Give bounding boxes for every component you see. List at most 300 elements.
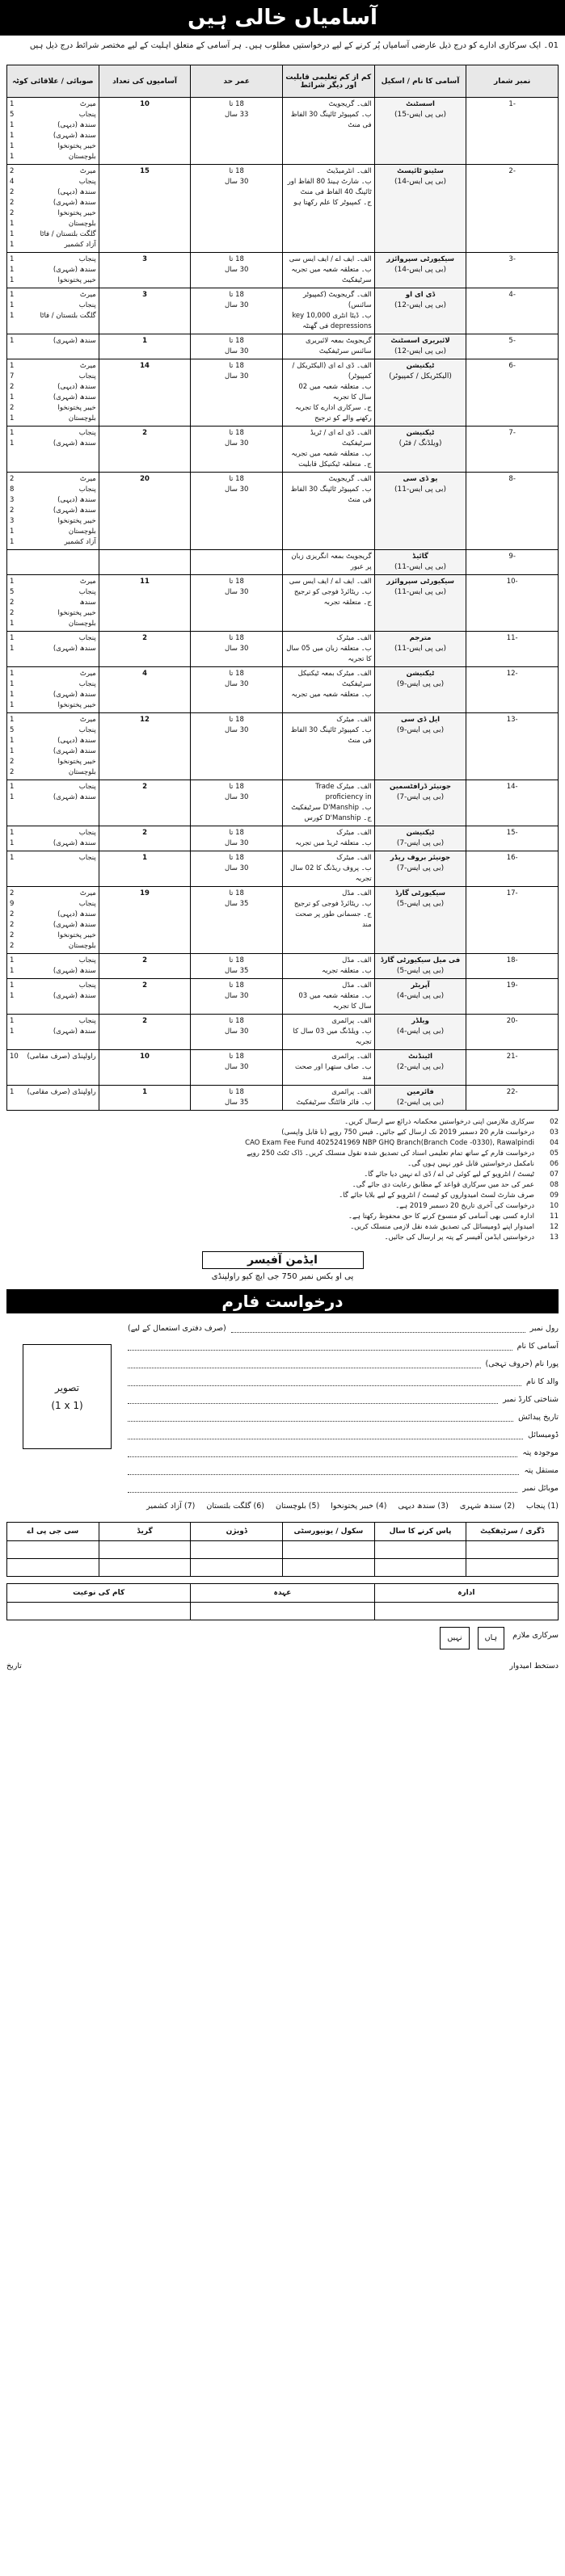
qualification-line: ب۔ پروف ریڈنگ کا 02 سال تجربہ — [289, 864, 372, 883]
quota-region: سندھ (شہری) — [53, 506, 96, 515]
age-line: 18 تا — [229, 783, 244, 791]
quota-count: 1 — [10, 230, 15, 238]
job-quota — [7, 359, 99, 427]
quota-line — [10, 910, 96, 920]
quota-count: 1 — [10, 981, 15, 990]
service-yes-checkbox[interactable]: ہاں — [478, 1627, 504, 1649]
quota-line — [10, 290, 96, 300]
job-qualification — [283, 473, 375, 550]
quota-count: 1 — [10, 747, 15, 755]
job-age-limit — [191, 1086, 283, 1111]
job-qualification — [283, 1050, 375, 1086]
job-post-scale: (بی پی ایس-4) — [396, 1027, 445, 1036]
quota-region: سندھ (شہری) — [53, 199, 96, 207]
job-quota — [7, 288, 99, 334]
signature-label: دستخط امیدوار — [509, 1662, 559, 1670]
quota-line — [10, 393, 96, 403]
quota-region: پنجاب — [78, 981, 96, 990]
form-field-input[interactable] — [128, 1462, 519, 1475]
job-post-name — [374, 780, 466, 826]
job-post-name — [374, 165, 466, 253]
note-text: ادارہ کسی بھی آسامی کو منسوخ کرنے کا حق محفوظ رکھتا ہے۔ — [348, 1212, 534, 1221]
qualification-line: الف۔ انٹرمیڈیٹ — [326, 167, 372, 175]
notes-section — [6, 1117, 559, 1243]
job-quota — [7, 826, 99, 851]
note-line — [6, 1201, 559, 1212]
job-post-name — [374, 713, 466, 780]
quota-region: سندھ — [79, 599, 96, 607]
quota-line — [10, 516, 96, 527]
quota-count: 2 — [10, 199, 15, 207]
age-line: 30 سال — [224, 347, 249, 355]
table-header-cell: ڈویژن — [191, 1523, 283, 1541]
qualification-line: الف۔ پرائمری — [331, 1017, 372, 1025]
job-qualification — [283, 575, 375, 632]
domicile-option[interactable]: (3) سندھ دیہی — [398, 1502, 449, 1511]
form-field-input[interactable] — [128, 1373, 521, 1386]
job-quota — [7, 334, 99, 359]
job-row — [7, 427, 559, 473]
quota-count: 1 — [10, 312, 15, 320]
quota-count: 1 — [10, 121, 15, 129]
job-post-name — [374, 1015, 466, 1050]
age-line: 18 تا — [229, 1088, 244, 1096]
job-row — [7, 667, 559, 713]
job-post-name — [374, 288, 466, 334]
domicile-option[interactable]: (5) بلوچستان — [276, 1502, 320, 1511]
quota-count: 1 — [10, 716, 15, 724]
quota-count: 1 — [10, 793, 15, 801]
note-number: 11 — [550, 1212, 559, 1221]
quota-line — [10, 966, 96, 977]
table-header-cell: کام کی نوعیت — [7, 1584, 191, 1603]
quota-region: سندھ (دیہی) — [57, 910, 96, 918]
quota-region: پنجاب — [78, 900, 96, 908]
quota-region: سندھ (دیہی) — [57, 383, 96, 391]
job-qualification — [283, 667, 375, 713]
table-header-cell: سی جی پی اے — [7, 1523, 99, 1541]
education-row — [7, 1541, 559, 1559]
job-post-scale: (بی پی ایس-9) — [396, 680, 445, 688]
qualification-line: الف۔ پرائمری — [331, 1053, 372, 1061]
quota-region: پنجاب — [78, 178, 96, 186]
job-post-name — [374, 359, 466, 427]
form-field-label: مستقل پتہ — [524, 1466, 559, 1475]
quota-line — [10, 725, 96, 736]
job-post-name — [374, 550, 466, 575]
quota-line — [10, 485, 96, 495]
quota-region: سندھ (شہری) — [53, 967, 96, 975]
job-post-name — [374, 1086, 466, 1111]
job-post-name — [374, 826, 466, 851]
job-post-title: مترجم — [409, 634, 432, 642]
service-no-checkbox[interactable]: نہیں — [440, 1627, 469, 1649]
quota-count: 1 — [10, 132, 15, 140]
application-form-title: درخواست فارم — [6, 1289, 559, 1313]
job-row — [7, 575, 559, 632]
quota-count: 3 — [10, 517, 15, 525]
quota-region: سندھ (شہری) — [53, 793, 96, 801]
job-qualification — [283, 979, 375, 1015]
age-line: 30 سال — [224, 485, 249, 494]
quota-line — [10, 99, 96, 110]
quota-count: 1 — [10, 737, 15, 745]
job-posts-count: 2 — [99, 979, 191, 1015]
note-line — [6, 1191, 559, 1201]
quota-count: 1 — [10, 854, 15, 862]
quota-region: پنجاب — [78, 783, 96, 791]
job-qualification — [283, 1015, 375, 1050]
roll-number-line — [6, 1320, 559, 1338]
table-input-cell[interactable] — [99, 1559, 191, 1577]
job-post-name — [374, 979, 466, 1015]
age-line: 30 سال — [224, 1027, 249, 1036]
job-age-limit — [191, 954, 283, 979]
job-qualification — [283, 288, 375, 334]
job-age-limit — [191, 334, 283, 359]
domicile-option[interactable]: (2) سندھ شہری — [459, 1502, 516, 1511]
quota-count: 5 — [10, 111, 15, 119]
quota-region: سندھ (شہری) — [53, 266, 96, 274]
quota-region: سندھ (شہری) — [53, 645, 96, 653]
job-age-limit — [191, 979, 283, 1015]
qualification-line: الف۔ مڈل — [342, 889, 372, 897]
quota-region: خیبر پختونخوا — [57, 209, 96, 217]
table-input-cell[interactable] — [191, 1559, 283, 1577]
qualification-line: ب۔ ویلڈنگ میں 03 سال کا تجربہ — [293, 1027, 372, 1046]
quota-count: 2 — [10, 475, 15, 483]
job-posts-count: 2 — [99, 826, 191, 851]
quota-region: سندھ (شہری) — [53, 691, 96, 699]
quota-line — [10, 644, 96, 654]
quota-line — [10, 527, 96, 537]
job-quota — [7, 954, 99, 979]
quota-count: 1 — [10, 220, 15, 228]
job-post-scale: (بی پی ایس-11) — [394, 563, 446, 571]
job-post-name — [374, 575, 466, 632]
qualification-line: الف۔ مڈل — [342, 981, 372, 990]
age-line: 18 تا — [229, 634, 244, 642]
quota-line — [10, 619, 96, 629]
job-post-scale: (بی پی ایس-12) — [394, 347, 446, 355]
job-sr-number: -9 — [466, 550, 559, 575]
job-posts-count: 1 — [99, 851, 191, 887]
table-input-cell[interactable] — [7, 1559, 99, 1577]
age-line: 18 تا — [229, 362, 244, 370]
table-input-cell[interactable] — [99, 1541, 191, 1559]
form-field-input[interactable] — [128, 1338, 512, 1351]
qualification-line: گریجویٹ بمعہ انگریزی زبان پر عبور — [291, 553, 372, 571]
job-post-title: اٹینڈنٹ — [407, 1053, 433, 1061]
quota-line — [10, 669, 96, 679]
quota-region: گلگت بلتستان / فاٹا — [40, 312, 96, 320]
job-post-scale: (بی پی ایس-7) — [396, 839, 445, 847]
qualification-line: گریجویٹ بمعہ لائبریری سائنس سرٹیفکیٹ — [306, 337, 372, 355]
quota-line — [10, 991, 96, 1002]
quota-count: 1 — [10, 362, 15, 370]
age-line: 35 سال — [224, 967, 249, 975]
age-line: 18 تا — [229, 716, 244, 724]
age-line: 30 سال — [224, 645, 249, 653]
job-qualification — [283, 632, 375, 667]
qualification-line: ب۔ صاف ستھرا اور صحت مند — [295, 1063, 372, 1082]
qualification-line: ب۔ متعلقہ زبان میں 05 سال کا تجربہ — [286, 645, 372, 663]
note-number: 06 — [550, 1160, 559, 1168]
form-field-line — [6, 1480, 559, 1498]
quota-line — [10, 506, 96, 516]
header-quota: صوبائی / علاقائی کوٹہ — [7, 65, 99, 98]
job-post-scale: (بی پی ایس-14) — [394, 266, 446, 274]
quota-line — [10, 598, 96, 608]
jobs-table — [6, 65, 559, 1111]
qualification-line: ب۔ کمپیوٹر ٹائپنگ 30 الفاظ فی منٹ — [290, 111, 372, 129]
form-field-input[interactable] — [128, 1444, 517, 1457]
qualification-line: الف۔ میٹرک Trade proficiency in — [315, 783, 372, 801]
quota-count: 9 — [10, 900, 15, 908]
age-line: 30 سال — [224, 839, 249, 847]
quota-count: 2 — [10, 910, 15, 918]
quota-region: راولپنڈی (صرف مقامی) — [27, 1088, 96, 1096]
qualification-line: الف۔ ڈی اے ای (الیکٹریکل / کمپیوٹر) — [292, 362, 372, 380]
quota-count: 1 — [10, 578, 15, 586]
job-post-title: سٹینو ٹائپسٹ — [397, 167, 444, 175]
table-input-cell[interactable] — [191, 1603, 374, 1620]
quota-region: سندھ (شہری) — [53, 439, 96, 448]
quota-count: 1 — [10, 680, 15, 688]
job-qualification — [283, 359, 375, 427]
table-input-cell[interactable] — [466, 1541, 559, 1559]
note-number: 09 — [550, 1191, 559, 1200]
job-age-limit — [191, 1015, 283, 1050]
quota-count: 2 — [10, 609, 15, 617]
quota-line — [10, 254, 96, 265]
qualification-line: ج۔ متعلقہ تجربہ — [323, 599, 372, 607]
quota-line — [10, 577, 96, 587]
job-post-scale: (بی پی ایس-5) — [396, 967, 445, 975]
note-line — [6, 1233, 559, 1243]
quota-region: میرٹ — [79, 670, 96, 678]
quota-count: 2 — [10, 167, 15, 175]
job-quota — [7, 1050, 99, 1086]
table-header-cell: ڈگری / سرٹیفکیٹ — [466, 1523, 559, 1541]
job-quota — [7, 979, 99, 1015]
job-sr-number: -15 — [466, 826, 559, 851]
job-post-title: جونیئر بروف ریڈر — [390, 854, 451, 862]
header-qualification: کم از کم تعلیمی قابلیت اور دیگر شرائط — [283, 65, 375, 98]
job-quota — [7, 1015, 99, 1050]
age-line: 18 تا — [229, 167, 244, 175]
roll-number-field[interactable] — [231, 1320, 525, 1333]
quota-count: 1 — [10, 691, 15, 699]
table-input-cell[interactable] — [374, 1603, 558, 1620]
quota-count: 1 — [10, 783, 15, 791]
quota-count: 1 — [10, 839, 15, 847]
job-row — [7, 1015, 559, 1050]
qualification-line: ب۔ متعلقہ تجربہ — [322, 967, 372, 975]
note-line — [6, 1138, 559, 1149]
job-age-limit — [191, 550, 283, 575]
qualification-line: الف۔ ایف اے / ایف ایس سی — [289, 255, 372, 263]
job-row — [7, 954, 559, 979]
service-row — [6, 1627, 559, 1649]
quota-count: 2 — [10, 209, 15, 217]
qualification-line: ب۔ ریٹائرڈ فوجی کو ترجیح — [293, 900, 372, 908]
table-input-cell[interactable] — [7, 1603, 191, 1620]
job-post-name — [374, 1050, 466, 1086]
quota-count: 1 — [10, 538, 15, 546]
quota-line — [10, 300, 96, 311]
job-post-name — [374, 887, 466, 954]
table-input-cell[interactable] — [374, 1559, 466, 1577]
qualification-line: الف۔ میٹرک بمعہ ٹیکنیکل سرٹیفکیٹ — [297, 670, 372, 688]
job-qualification — [283, 427, 375, 473]
age-line: 18 تا — [229, 291, 244, 299]
qualification-line: ب۔ کمپیوٹر ٹائپنگ 30 الفاظ فی منٹ — [290, 485, 372, 504]
note-text: درخواست فارم 20 دسمبر 2019 تک ارسال کیے جائیں۔ فیس 750 روپے (نا قابل واپسی) — [281, 1128, 534, 1137]
table-header-cell: گریڈ — [99, 1523, 191, 1541]
note-text: سرکاری ملازمین اپنی درخواستیں محکمانہ ذرائع سے ارسال کریں۔ — [344, 1118, 534, 1126]
age-line: 30 سال — [224, 726, 249, 734]
form-field-input[interactable] — [128, 1391, 498, 1404]
quota-count: 3 — [10, 496, 15, 504]
quota-line — [10, 372, 96, 382]
job-posts-count: 14 — [99, 359, 191, 427]
job-sr-number: -17 — [466, 887, 559, 954]
job-qualification — [283, 550, 375, 575]
job-sr-number: -11 — [466, 632, 559, 667]
job-quota — [7, 713, 99, 780]
table-input-cell[interactable] — [283, 1559, 375, 1577]
quota-region: خیبر پختونخوا — [57, 758, 96, 766]
qualification-line: ب۔ فائر فائٹنگ سرٹیفکیٹ — [296, 1099, 372, 1107]
form-field-label: ڈومیسائل — [528, 1431, 559, 1439]
quota-region: سندھ (شہری) — [53, 393, 96, 401]
job-posts-count — [99, 550, 191, 575]
job-qualification — [283, 98, 375, 165]
age-line: 35 سال — [224, 1099, 249, 1107]
job-qualification — [283, 826, 375, 851]
job-quota — [7, 550, 99, 575]
quota-line — [10, 757, 96, 767]
table-input-cell[interactable] — [191, 1541, 283, 1559]
note-text: ٹیسٹ / انٹرویو کے لیے کوئی ٹی اے / ڈی اے نہیں دیا جائے گا۔ — [364, 1170, 534, 1179]
quota-region: میرٹ — [79, 362, 96, 370]
qualification-line: ب۔ متعلقہ شعبہ میں 02 سال کا تجربہ — [298, 383, 372, 401]
form-field-label: تاریخ پیدائش — [518, 1413, 559, 1422]
job-age-limit — [191, 473, 283, 550]
quota-region: پنجاب — [78, 372, 96, 380]
quota-count: 1 — [10, 634, 15, 642]
quota-region: پنجاب — [78, 111, 96, 119]
age-line: 18 تا — [229, 255, 244, 263]
quota-line — [10, 152, 96, 162]
quota-line — [10, 838, 96, 849]
table-input-cell[interactable] — [466, 1559, 559, 1577]
table-input-cell[interactable] — [7, 1541, 99, 1559]
form-field-input[interactable] — [128, 1480, 517, 1493]
table-header-cell: ادارہ — [374, 1584, 558, 1603]
form-field-input[interactable] — [128, 1427, 523, 1439]
job-post-scale: (بی پی ایس-2) — [396, 1063, 445, 1071]
form-field-input[interactable] — [128, 1409, 513, 1422]
domicile-option[interactable]: (7) آزاد کشمیر — [146, 1502, 196, 1511]
job-quota — [7, 1086, 99, 1111]
qualification-line: الف۔ میٹرک — [336, 854, 372, 862]
quota-count: 10 — [10, 1053, 19, 1061]
qualification-line: ب۔ متعلقہ شعبہ میں تجربہ — [291, 691, 372, 699]
note-line — [6, 1180, 559, 1191]
domicile-option[interactable]: (4) خیبر پختونخوا — [331, 1502, 387, 1511]
quota-region: سندھ (شہری) — [53, 337, 96, 345]
job-posts-count: 3 — [99, 253, 191, 288]
quota-region: بلوچستان — [68, 414, 96, 422]
domicile-option[interactable]: (6) گلگت بلتستان — [206, 1502, 264, 1511]
domicile-option[interactable]: (1) پنجاب — [526, 1502, 559, 1511]
note-number: 04 — [550, 1139, 559, 1147]
quota-line — [10, 736, 96, 746]
quota-line — [10, 229, 96, 240]
quota-count: 2 — [10, 383, 15, 391]
quota-region: بلوچستان — [68, 220, 96, 228]
job-quota — [7, 667, 99, 713]
quota-count: 1 — [10, 153, 15, 161]
quota-count: 1 — [10, 527, 15, 536]
job-sr-number: -2 — [466, 165, 559, 253]
note-number: 12 — [550, 1223, 559, 1231]
education-header-row — [7, 1523, 559, 1541]
qualification-line: الف۔ میٹرک — [336, 829, 372, 837]
job-age-limit — [191, 632, 283, 667]
job-quota — [7, 851, 99, 887]
note-text: درخواستیں ایڈمن آفیسر کے پتہ پر ارسال کی جائیں۔ — [384, 1233, 534, 1242]
quota-region: خیبر پختونخوا — [57, 404, 96, 412]
job-sr-number: -10 — [466, 575, 559, 632]
quota-count: 1 — [10, 645, 15, 653]
quota-count: 2 — [10, 942, 15, 950]
quota-region: پنجاب — [78, 829, 96, 837]
job-sr-number: -12 — [466, 667, 559, 713]
quota-count: 2 — [10, 921, 15, 929]
quota-line — [10, 495, 96, 506]
quota-region: سندھ (دیہی) — [57, 737, 96, 745]
quota-line — [10, 633, 96, 644]
job-post-title: لائبریری اسسٹنٹ — [390, 337, 450, 345]
note-text: نامکمل درخواستیں قابل غور نہیں ہوں گی۔ — [407, 1160, 534, 1168]
qualification-line: ج۔ جسمانی طور پر صحت مند — [295, 910, 372, 929]
job-posts-count: 12 — [99, 713, 191, 780]
note-number: 07 — [550, 1170, 559, 1179]
table-input-cell[interactable] — [283, 1541, 375, 1559]
job-post-name — [374, 98, 466, 165]
age-line: 35 سال — [224, 900, 249, 908]
job-quota — [7, 780, 99, 826]
form-field-input[interactable] — [128, 1355, 481, 1368]
age-line: 18 تا — [229, 475, 244, 483]
job-age-limit — [191, 427, 283, 473]
table-input-cell[interactable] — [374, 1541, 466, 1559]
quota-count: 1 — [10, 967, 15, 975]
qualification-line: ج۔ D'Manship کورس — [304, 814, 372, 822]
form-field-label: موجودہ پتہ — [522, 1448, 559, 1457]
qualification-line: ج۔ سرکاری ادارے کا تجربہ رکھنے والے کو ترجیح — [295, 404, 372, 422]
job-post-title: ایل ڈی سی — [400, 716, 441, 724]
job-post-scale: (بی پی ایس-5) — [396, 900, 445, 908]
job-posts-count: 10 — [99, 1050, 191, 1086]
quota-region: میرٹ — [79, 578, 96, 586]
date-label: تاریخ — [6, 1662, 22, 1670]
job-posts-count: 4 — [99, 667, 191, 713]
job-post-name — [374, 851, 466, 887]
